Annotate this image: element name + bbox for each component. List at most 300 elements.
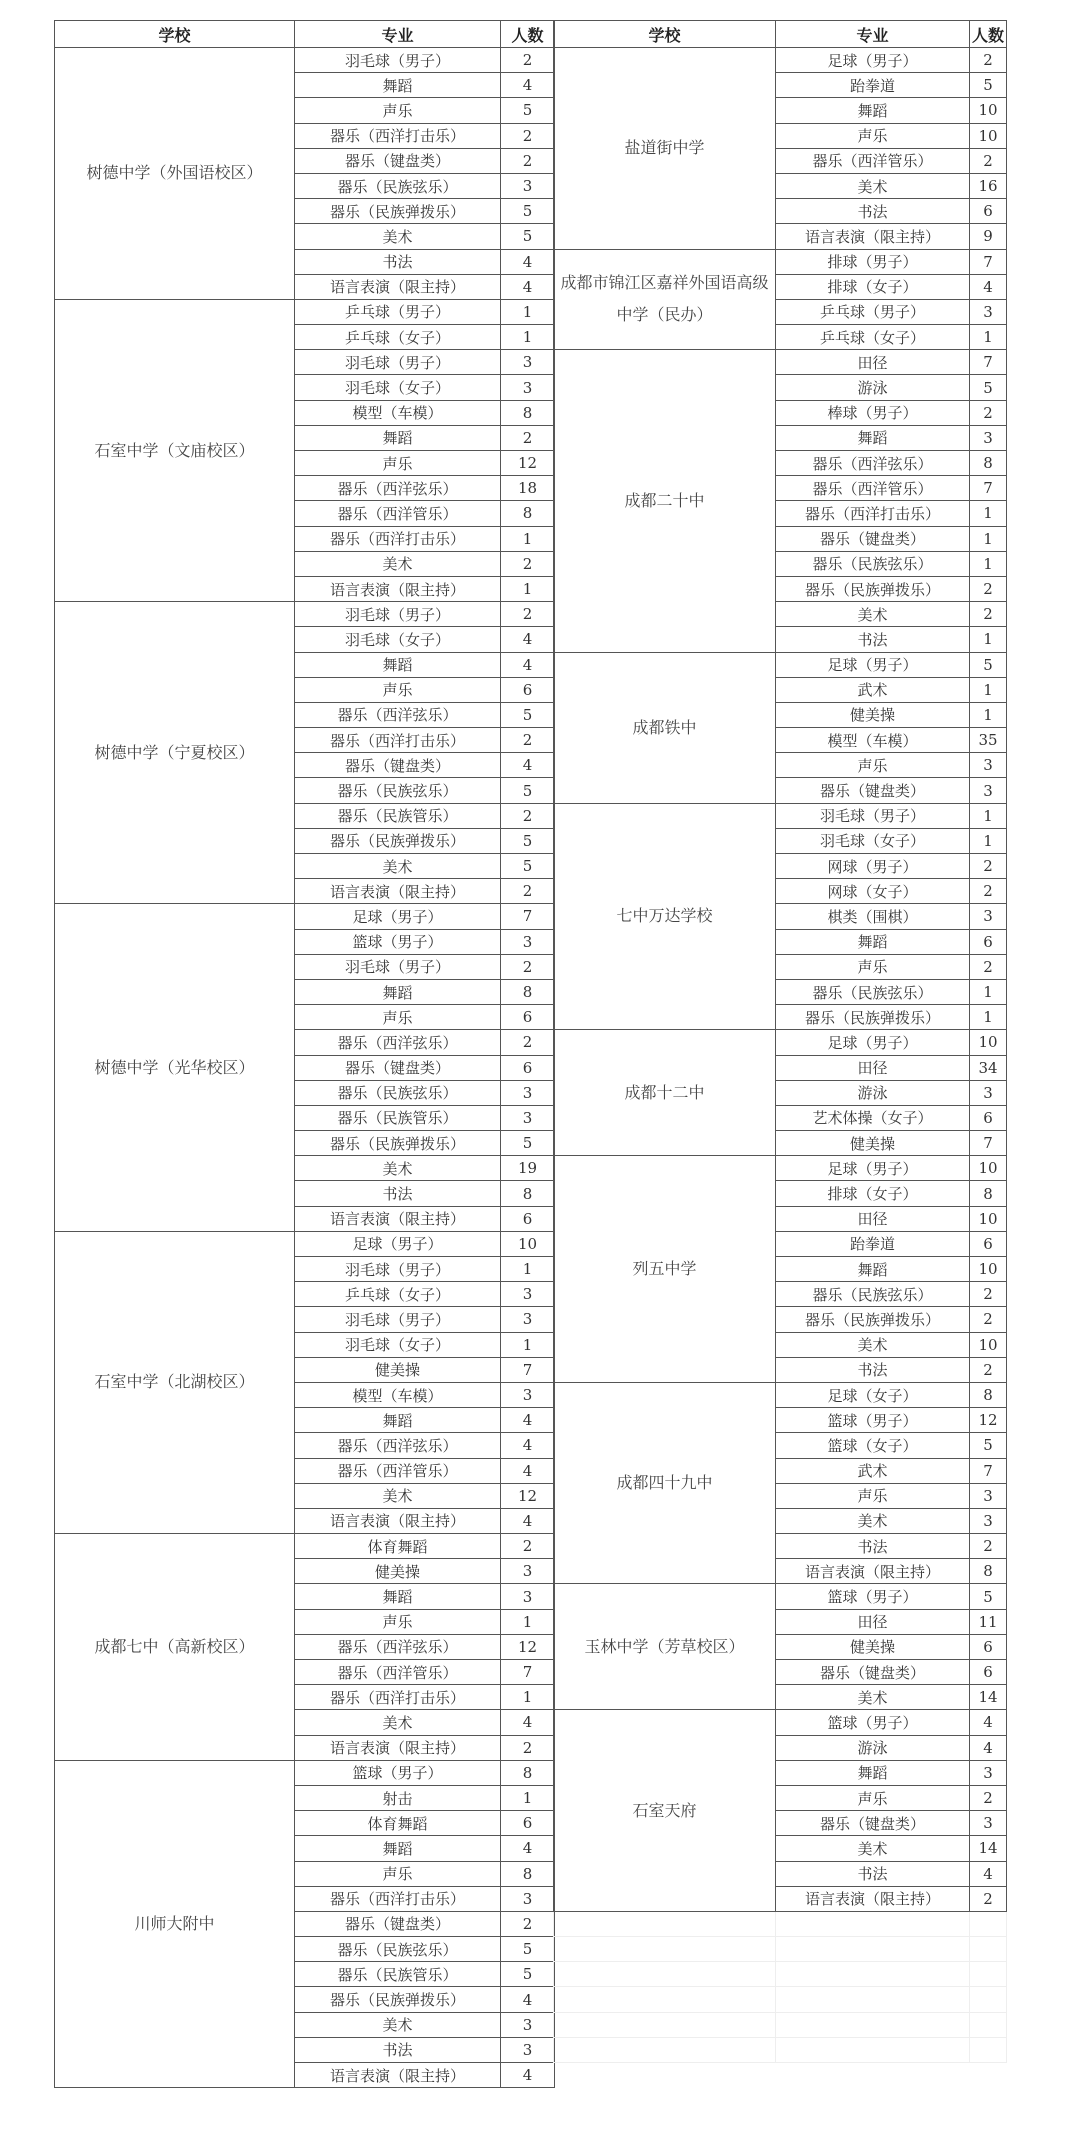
count-cell: 4 [501, 652, 555, 677]
count-cell: 5 [501, 1131, 555, 1156]
table-row [554, 1710, 1007, 1735]
count-cell: 6 [970, 929, 1007, 954]
major-cell: 器乐（民族弹拨乐） [776, 1307, 970, 1332]
major-cell: 器乐（西洋弦乐） [295, 702, 501, 727]
empty-cell [970, 2037, 1007, 2062]
count-cell: 3 [970, 904, 1007, 929]
count-cell: 2 [501, 879, 555, 904]
major-cell: 舞蹈 [776, 425, 970, 450]
count-cell: 1 [970, 325, 1007, 350]
table-row [554, 652, 1007, 677]
count-cell: 10 [970, 1206, 1007, 1231]
count-cell: 7 [970, 1131, 1007, 1156]
count-cell: 2 [970, 1307, 1007, 1332]
school-name-cell: 川师大附中 [55, 1760, 295, 2087]
count-cell: 5 [970, 375, 1007, 400]
count-cell: 3 [501, 1080, 555, 1105]
school-name-cell: 七中万达学校 [554, 803, 776, 1030]
header-row [554, 21, 1007, 48]
count-cell: 3 [501, 350, 555, 375]
count-cell: 7 [970, 1458, 1007, 1483]
major-cell: 声乐 [295, 451, 501, 476]
major-cell: 舞蹈 [295, 1584, 501, 1609]
major-cell: 器乐（民族弹拨乐） [295, 828, 501, 853]
major-cell: 书法 [776, 1357, 970, 1382]
table-row [55, 1231, 555, 1256]
table-row [55, 48, 555, 73]
empty-cell [776, 1937, 970, 1962]
table-row [55, 1534, 555, 1559]
major-cell: 美术 [776, 1836, 970, 1861]
major-cell: 书法 [776, 627, 970, 652]
count-cell: 7 [970, 350, 1007, 375]
major-cell: 器乐（民族弦乐） [295, 1937, 501, 1962]
major-cell: 书法 [295, 2037, 501, 2062]
count-cell: 2 [970, 1886, 1007, 1911]
major-cell: 足球（男子） [295, 904, 501, 929]
major-cell: 美术 [295, 2012, 501, 2037]
major-cell: 排球（女子） [776, 274, 970, 299]
count-cell: 12 [970, 1408, 1007, 1433]
count-cell: 8 [501, 979, 555, 1004]
count-cell: 8 [501, 1760, 555, 1785]
count-cell: 8 [501, 400, 555, 425]
major-cell: 羽毛球（男子） [295, 48, 501, 73]
major-cell: 器乐（键盘类） [776, 1811, 970, 1836]
major-cell: 器乐（西洋弦乐） [295, 1634, 501, 1659]
major-cell: 器乐（西洋弦乐） [776, 451, 970, 476]
major-cell: 声乐 [776, 123, 970, 148]
count-cell: 35 [970, 728, 1007, 753]
count-cell: 3 [970, 1080, 1007, 1105]
table-row [55, 1760, 555, 1785]
count-cell: 4 [501, 1836, 555, 1861]
major-cell: 美术 [295, 551, 501, 576]
count-cell: 3 [501, 1559, 555, 1584]
school-name-cell: 石室中学（北湖校区） [55, 1231, 295, 1533]
school-name-cell: 盐道街中学 [554, 48, 776, 250]
count-cell: 2 [970, 1785, 1007, 1810]
major-cell: 篮球（男子） [776, 1710, 970, 1735]
empty-row [554, 2037, 1007, 2062]
major-cell: 声乐 [776, 1483, 970, 1508]
major-cell: 网球（女子） [776, 879, 970, 904]
major-cell: 模型（车模） [295, 1382, 501, 1407]
major-cell: 美术 [776, 173, 970, 198]
major-cell: 模型（车模） [776, 728, 970, 753]
major-cell: 器乐（西洋打击乐） [295, 1886, 501, 1911]
major-cell: 篮球（男子） [776, 1584, 970, 1609]
count-cell: 7 [970, 249, 1007, 274]
school-name-cell: 树德中学（光华校区） [55, 904, 295, 1231]
table-row [554, 350, 1007, 375]
count-cell: 4 [501, 274, 555, 299]
count-cell: 4 [970, 1710, 1007, 1735]
major-cell: 器乐（键盘类） [295, 753, 501, 778]
major-cell: 羽毛球（男子） [295, 1307, 501, 1332]
table-row [554, 1584, 1007, 1609]
count-cell: 2 [501, 602, 555, 627]
school-name-cell: 树德中学（外国语校区） [55, 48, 295, 300]
major-cell: 书法 [776, 1861, 970, 1886]
empty-row [554, 2012, 1007, 2037]
major-cell: 足球（男子） [776, 652, 970, 677]
count-cell: 4 [501, 1710, 555, 1735]
major-cell: 器乐（民族弦乐） [776, 1282, 970, 1307]
major-cell: 语言表演（限主持） [776, 1559, 970, 1584]
count-cell: 2 [501, 425, 555, 450]
count-cell: 7 [970, 476, 1007, 501]
count-cell: 5 [970, 1433, 1007, 1458]
count-cell: 3 [970, 299, 1007, 324]
count-cell: 2 [501, 1735, 555, 1760]
major-cell: 声乐 [776, 1785, 970, 1810]
header-major: 专业 [295, 21, 501, 48]
major-cell: 美术 [295, 224, 501, 249]
major-cell: 健美操 [776, 1634, 970, 1659]
empty-cell [776, 1962, 970, 1987]
major-cell: 声乐 [295, 1861, 501, 1886]
count-cell: 6 [501, 1005, 555, 1030]
major-cell: 器乐（西洋弦乐） [295, 476, 501, 501]
major-cell: 武术 [776, 1458, 970, 1483]
count-cell: 6 [970, 199, 1007, 224]
count-cell: 6 [970, 1231, 1007, 1256]
count-cell: 10 [970, 1257, 1007, 1282]
major-cell: 器乐（键盘类） [776, 526, 970, 551]
major-cell: 羽毛球（女子） [295, 1332, 501, 1357]
major-cell: 器乐（键盘类） [295, 148, 501, 173]
count-cell: 5 [501, 854, 555, 879]
major-cell: 健美操 [295, 1357, 501, 1382]
major-cell: 声乐 [295, 1609, 501, 1634]
school-name-cell: 成都二十中 [554, 350, 776, 652]
major-cell: 美术 [776, 1685, 970, 1710]
empty-cell [776, 1987, 970, 2012]
major-cell: 器乐（民族弹拨乐） [295, 199, 501, 224]
count-cell: 1 [501, 576, 555, 601]
empty-row [554, 1962, 1007, 1987]
header-count: 人数 [501, 21, 555, 48]
major-cell: 篮球（男子） [295, 929, 501, 954]
count-cell: 2 [501, 123, 555, 148]
count-cell: 3 [970, 1760, 1007, 1785]
count-cell: 14 [970, 1836, 1007, 1861]
table-row [554, 48, 1007, 73]
count-cell: 4 [970, 1735, 1007, 1760]
count-cell: 3 [501, 2012, 555, 2037]
count-cell: 1 [501, 526, 555, 551]
major-cell: 器乐（西洋弦乐） [295, 1030, 501, 1055]
count-cell: 10 [970, 98, 1007, 123]
major-cell: 健美操 [295, 1559, 501, 1584]
count-cell: 6 [501, 1811, 555, 1836]
count-cell: 5 [970, 73, 1007, 98]
count-cell: 4 [970, 274, 1007, 299]
header-school: 学校 [554, 21, 776, 48]
empty-cell [970, 1937, 1007, 1962]
school-name-cell: 石室天府 [554, 1710, 776, 1912]
major-cell: 篮球（男子） [776, 1408, 970, 1433]
count-cell: 1 [970, 803, 1007, 828]
major-cell: 美术 [295, 854, 501, 879]
major-cell: 棋类（围棋） [776, 904, 970, 929]
major-cell: 器乐（民族弦乐） [295, 173, 501, 198]
major-cell: 游泳 [776, 375, 970, 400]
count-cell: 4 [501, 1987, 555, 2012]
empty-row [554, 1987, 1007, 2012]
count-cell: 3 [501, 375, 555, 400]
empty-cell [554, 1987, 776, 2012]
empty-row [554, 1911, 1007, 1936]
count-cell: 2 [970, 48, 1007, 73]
major-cell: 器乐（民族弹拨乐） [295, 1987, 501, 2012]
count-cell: 8 [501, 1181, 555, 1206]
count-cell: 2 [501, 1030, 555, 1055]
major-cell: 美术 [295, 1483, 501, 1508]
major-cell: 美术 [776, 602, 970, 627]
major-cell: 羽毛球（女子） [295, 375, 501, 400]
school-name-cell: 成都四十九中 [554, 1382, 776, 1584]
major-cell: 书法 [776, 199, 970, 224]
header-row [55, 21, 555, 48]
major-cell: 模型（车模） [295, 400, 501, 425]
count-cell: 1 [970, 979, 1007, 1004]
major-cell: 器乐（民族弦乐） [295, 1080, 501, 1105]
count-cell: 2 [501, 803, 555, 828]
count-cell: 14 [970, 1685, 1007, 1710]
count-cell: 18 [501, 476, 555, 501]
count-cell: 2 [970, 954, 1007, 979]
count-cell: 5 [501, 224, 555, 249]
empty-cell [554, 1911, 776, 1936]
count-cell: 1 [970, 1005, 1007, 1030]
count-cell: 10 [970, 1030, 1007, 1055]
major-cell: 健美操 [776, 702, 970, 727]
school-name-cell: 石室中学（文庙校区） [55, 299, 295, 601]
major-cell: 语言表演（限主持） [295, 2063, 501, 2088]
major-cell: 舞蹈 [295, 425, 501, 450]
count-cell: 10 [501, 1231, 555, 1256]
major-cell: 美术 [295, 1710, 501, 1735]
major-cell: 语言表演（限主持） [295, 1206, 501, 1231]
count-cell: 3 [970, 778, 1007, 803]
major-cell: 语言表演（限主持） [295, 274, 501, 299]
major-cell: 足球（男子） [776, 1156, 970, 1181]
empty-cell [776, 2012, 970, 2037]
count-cell: 3 [970, 425, 1007, 450]
major-cell: 器乐（键盘类） [295, 1911, 501, 1936]
major-cell: 乒乓球（男子） [776, 299, 970, 324]
header-major: 专业 [776, 21, 970, 48]
count-cell: 11 [970, 1609, 1007, 1634]
major-cell: 语言表演（限主持） [295, 576, 501, 601]
count-cell: 4 [501, 1433, 555, 1458]
school-name-cell: 列五中学 [554, 1156, 776, 1383]
major-cell: 书法 [295, 1181, 501, 1206]
major-cell: 排球（女子） [776, 1181, 970, 1206]
count-cell: 2 [970, 1282, 1007, 1307]
count-cell: 6 [970, 1105, 1007, 1130]
major-cell: 器乐（西洋管乐） [295, 501, 501, 526]
count-cell: 5 [501, 1962, 555, 1987]
count-cell: 8 [970, 1382, 1007, 1407]
count-cell: 6 [970, 1634, 1007, 1659]
count-cell: 4 [501, 2063, 555, 2088]
major-cell: 器乐（键盘类） [776, 1660, 970, 1685]
count-cell: 3 [970, 1508, 1007, 1533]
major-cell: 声乐 [295, 1005, 501, 1030]
count-cell: 4 [501, 1458, 555, 1483]
major-cell: 声乐 [776, 954, 970, 979]
major-cell: 羽毛球（男子） [776, 803, 970, 828]
school-name-cell: 玉林中学（芳草校区） [554, 1584, 776, 1710]
major-cell: 乒乓球（女子） [295, 325, 501, 350]
count-cell: 3 [501, 2037, 555, 2062]
count-cell: 9 [970, 224, 1007, 249]
major-cell: 羽毛球（男子） [295, 602, 501, 627]
count-cell: 1 [501, 1332, 555, 1357]
major-cell: 器乐（民族弦乐） [295, 778, 501, 803]
count-cell: 7 [501, 1660, 555, 1685]
count-cell: 1 [501, 1785, 555, 1810]
count-cell: 3 [501, 1584, 555, 1609]
count-cell: 2 [501, 728, 555, 753]
count-cell: 3 [501, 1382, 555, 1407]
major-cell: 语言表演（限主持） [295, 1735, 501, 1760]
school-name-cell: 成都十二中 [554, 1030, 776, 1156]
major-cell: 语言表演（限主持） [776, 224, 970, 249]
count-cell: 5 [970, 1584, 1007, 1609]
count-cell: 5 [501, 778, 555, 803]
major-cell: 跆拳道 [776, 1231, 970, 1256]
count-cell: 1 [501, 1257, 555, 1282]
left-enrollment-table [54, 20, 555, 2088]
empty-cell [776, 2037, 970, 2062]
count-cell: 2 [501, 551, 555, 576]
major-cell: 舞蹈 [776, 1257, 970, 1282]
major-cell: 乒乓球（女子） [295, 1282, 501, 1307]
major-cell: 足球（女子） [776, 1382, 970, 1407]
count-cell: 8 [970, 1181, 1007, 1206]
count-cell: 3 [501, 1105, 555, 1130]
major-cell: 足球（男子） [776, 48, 970, 73]
major-cell: 舞蹈 [295, 979, 501, 1004]
count-cell: 3 [501, 1282, 555, 1307]
count-cell: 6 [501, 1206, 555, 1231]
major-cell: 网球（男子） [776, 854, 970, 879]
empty-cell [970, 1962, 1007, 1987]
major-cell: 跆拳道 [776, 73, 970, 98]
count-cell: 2 [501, 148, 555, 173]
school-name-cell: 成都市锦江区嘉祥外国语高级中学（民办） [554, 249, 776, 350]
major-cell: 器乐（西洋打击乐） [295, 123, 501, 148]
major-cell: 声乐 [776, 753, 970, 778]
major-cell: 足球（男子） [295, 1231, 501, 1256]
major-cell: 排球（男子） [776, 249, 970, 274]
count-cell: 1 [501, 325, 555, 350]
count-cell: 6 [501, 677, 555, 702]
count-cell: 8 [970, 451, 1007, 476]
count-cell: 8 [970, 1559, 1007, 1584]
header-count: 人数 [970, 21, 1007, 48]
major-cell: 体育舞蹈 [295, 1534, 501, 1559]
major-cell: 游泳 [776, 1735, 970, 1760]
count-cell: 1 [501, 299, 555, 324]
major-cell: 舞蹈 [295, 73, 501, 98]
count-cell: 2 [501, 1534, 555, 1559]
major-cell: 乒乓球（男子） [295, 299, 501, 324]
count-cell: 5 [501, 1937, 555, 1962]
count-cell: 1 [501, 1609, 555, 1634]
major-cell: 羽毛球（女子） [776, 828, 970, 853]
count-cell: 5 [501, 199, 555, 224]
major-cell: 器乐（民族弹拨乐） [295, 1131, 501, 1156]
table-row [554, 249, 1007, 274]
count-cell: 2 [970, 602, 1007, 627]
major-cell: 器乐（民族弦乐） [776, 979, 970, 1004]
major-cell: 器乐（民族管乐） [295, 803, 501, 828]
table-row [554, 803, 1007, 828]
count-cell: 3 [501, 1886, 555, 1911]
count-cell: 1 [970, 702, 1007, 727]
count-cell: 2 [970, 1534, 1007, 1559]
major-cell: 器乐（西洋打击乐） [295, 1685, 501, 1710]
count-cell: 12 [501, 451, 555, 476]
count-cell: 12 [501, 1483, 555, 1508]
empty-cell [970, 2012, 1007, 2037]
major-cell: 篮球（男子） [295, 1760, 501, 1785]
count-cell: 16 [970, 173, 1007, 198]
count-cell: 4 [501, 627, 555, 652]
major-cell: 田径 [776, 1206, 970, 1231]
major-cell: 乒乓球（女子） [776, 325, 970, 350]
major-cell: 器乐（民族管乐） [295, 1105, 501, 1130]
count-cell: 2 [970, 400, 1007, 425]
count-cell: 3 [970, 1483, 1007, 1508]
empty-cell [970, 1987, 1007, 2012]
major-cell: 舞蹈 [295, 1836, 501, 1861]
count-cell: 1 [970, 627, 1007, 652]
table-row [554, 1030, 1007, 1055]
count-cell: 1 [970, 551, 1007, 576]
count-cell: 5 [970, 652, 1007, 677]
count-cell: 1 [501, 1685, 555, 1710]
count-cell: 1 [970, 828, 1007, 853]
major-cell: 书法 [295, 249, 501, 274]
major-cell: 羽毛球（男子） [295, 350, 501, 375]
count-cell: 3 [970, 753, 1007, 778]
count-cell: 2 [501, 1911, 555, 1936]
major-cell: 游泳 [776, 1080, 970, 1105]
major-cell: 书法 [776, 1534, 970, 1559]
empty-cell [970, 1911, 1007, 1936]
count-cell: 4 [501, 1508, 555, 1533]
major-cell: 器乐（民族弹拨乐） [776, 1005, 970, 1030]
major-cell: 艺术体操（女子） [776, 1105, 970, 1130]
count-cell: 34 [970, 1055, 1007, 1080]
count-cell: 4 [970, 1861, 1007, 1886]
table-row [55, 602, 555, 627]
major-cell: 棒球（男子） [776, 400, 970, 425]
count-cell: 2 [970, 148, 1007, 173]
major-cell: 羽毛球（女子） [295, 627, 501, 652]
major-cell: 美术 [776, 1508, 970, 1533]
major-cell: 器乐（西洋管乐） [776, 476, 970, 501]
count-cell: 10 [970, 1156, 1007, 1181]
major-cell: 器乐（键盘类） [295, 1055, 501, 1080]
count-cell: 19 [501, 1156, 555, 1181]
